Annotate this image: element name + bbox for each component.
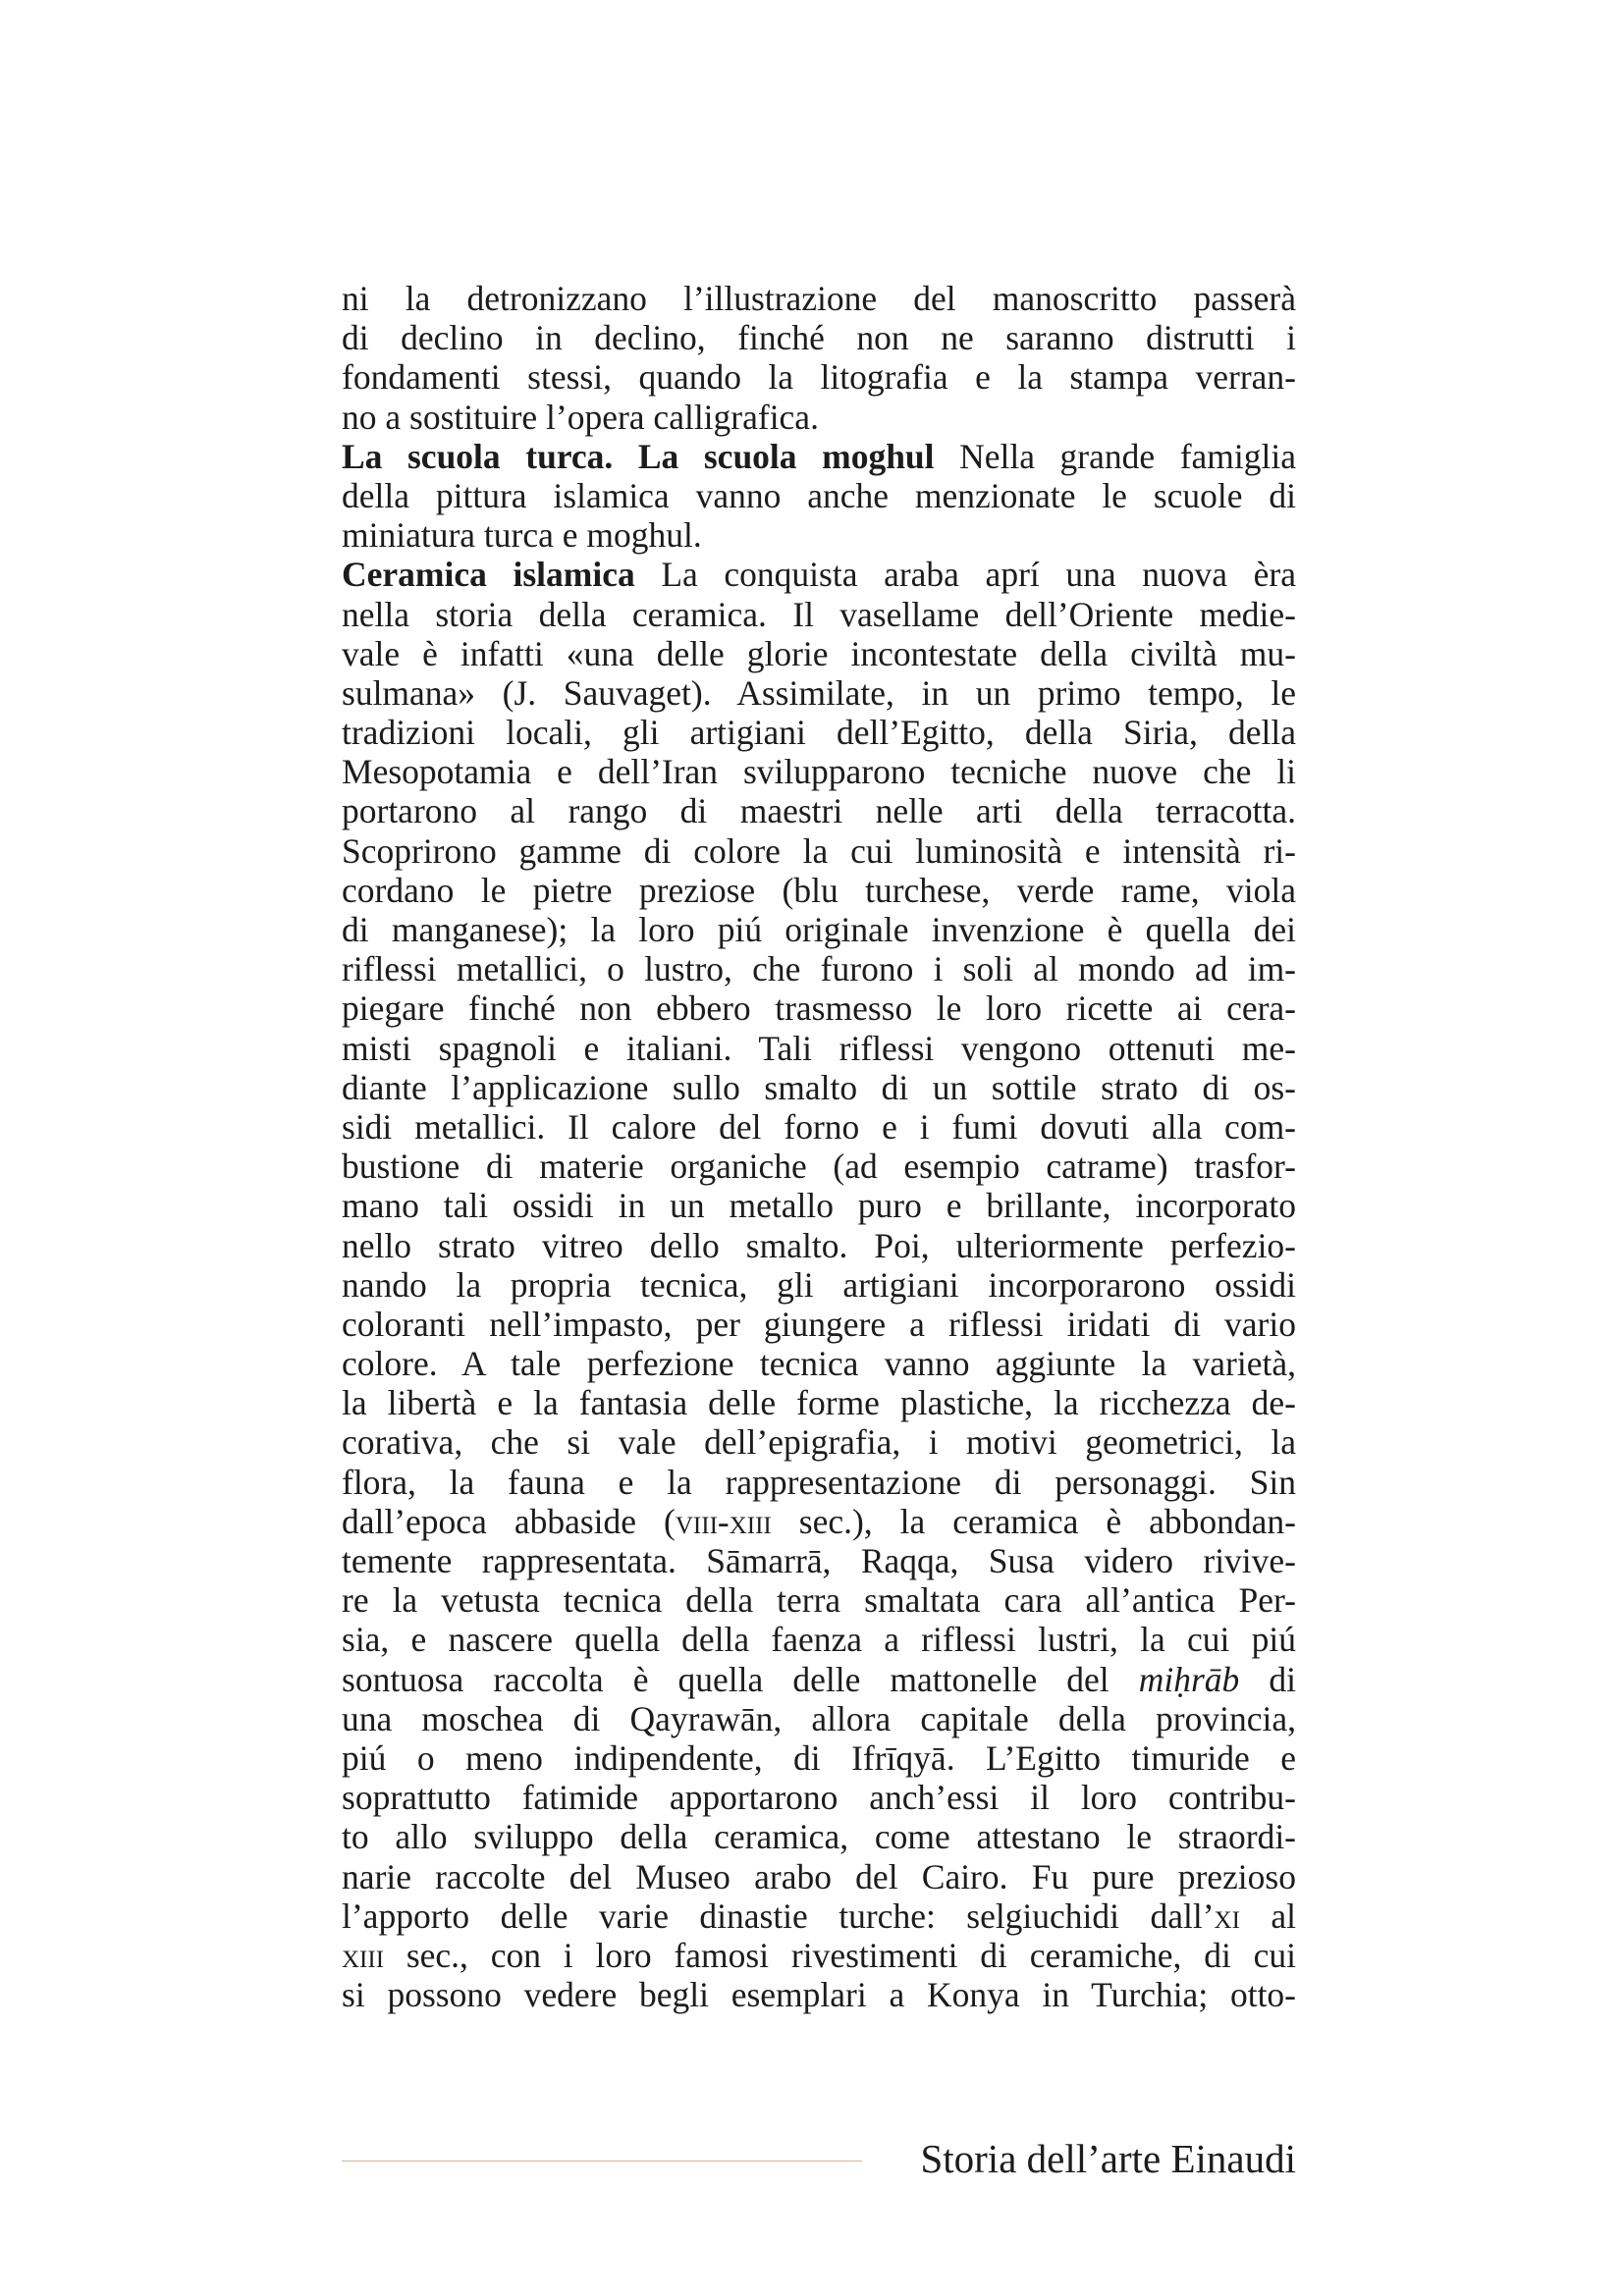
text-run: fondamenti stessi, quando la litografia e la stampa verran- [342, 357, 1296, 398]
text-run: di [1239, 1659, 1296, 1699]
text-run: sec.), la ceramica è abbondan- [771, 1501, 1296, 1541]
text-line [342, 398, 1296, 437]
text-run: al [1239, 1896, 1296, 1936]
text-run: nella storia della ceramica. Il vasellame dell’Oriente medie- [342, 594, 1296, 634]
text-line [342, 1344, 1296, 1383]
text-run: misti spagnoli e italiani. Tali riflessi vengono ottenuti me- [342, 1028, 1296, 1068]
text-run: bustione di materie organiche (ad esempio catrame) trasfor- [342, 1147, 1296, 1187]
text-line [342, 1463, 1296, 1502]
text-line [342, 476, 1296, 515]
roman-numeral: viii-xiii [675, 1501, 772, 1541]
text-run: nando la propria tecnica, gli artigiani incorporarono ossidi [342, 1264, 1296, 1305]
text-line [342, 1699, 1296, 1738]
text-run: cordano le pietre preziose (blu turchese, verde rame, viola [342, 870, 1296, 910]
text-line [342, 634, 1296, 673]
section-heading: La scuola turca. La scuola moghul [342, 436, 935, 476]
text-run: ni la detronizzano l’illustrazione del manoscritto passerà [342, 279, 1296, 318]
text-run: piegare finché non ebbero trasmesso le loro ricette ai cera- [342, 988, 1296, 1029]
text-line [342, 1422, 1296, 1462]
text-run: re la vetusta tecnica della terra smaltata cara all’antica Per- [342, 1580, 1296, 1621]
text-line [342, 791, 1296, 830]
text-line [342, 1541, 1296, 1580]
text-run: nello strato vitreo dello smalto. Poi, ulteriormente perfezio- [342, 1225, 1296, 1265]
text-run: di declino in declino, finché non ne saranno distrutti i [342, 318, 1296, 358]
text-line [342, 1580, 1296, 1620]
text-line [342, 1502, 1296, 1541]
text-run: la libertà e la fantasia delle forme plastiche, la ricchezza de- [342, 1383, 1296, 1423]
text-run: miniatura turca e moghul. [342, 515, 702, 556]
text-run: portarono al rango di maestri nelle arti della terracotta. [342, 791, 1296, 831]
text-line [342, 949, 1296, 988]
text-line [342, 555, 1296, 594]
text-line [342, 1226, 1296, 1265]
text-run: diante l’applicazione sullo smalto di un sottile strato di os- [342, 1067, 1296, 1107]
text-line [342, 713, 1296, 752]
text-run: sulmana» (J. Sauvaget). Assimilate, in un primo tempo, le [342, 672, 1296, 713]
text-line [342, 1778, 1296, 1817]
text-run: to allo sviluppo della ceramica, come attestano le straordi- [342, 1817, 1296, 1857]
text-line [342, 1660, 1296, 1699]
text-line [342, 1817, 1296, 1856]
text-line [342, 1975, 1296, 2014]
text-run: narie raccolte del Museo arabo del Cairo. Fu pure prezioso [342, 1856, 1296, 1896]
text-run: no a sostituire l’opera calligrafica. [342, 397, 819, 437]
text-run: soprattutto fatimide apportarono anch’essi il loro contribu- [342, 1778, 1296, 1818]
text-line [342, 318, 1296, 357]
text-line [342, 831, 1296, 871]
italic-term: miḥrāb [1138, 1659, 1240, 1699]
text-run: Mesopotamia e dell’Iran svilupparono tecniche nuove che li [342, 752, 1296, 792]
text-run: colore. A tale perfezione tecnica vanno aggiunte la varietà, [342, 1344, 1296, 1384]
roman-numeral: xi [1214, 1896, 1240, 1936]
section-heading: Ceramica islamica [342, 555, 635, 595]
body-text [342, 279, 1296, 2014]
text-run: dall’epoca abbaside ( [342, 1501, 676, 1541]
text-run: di manganese); la loro piú originale invenzione è quella dei [342, 910, 1296, 949]
text-run: piú o meno indipendente, di Ifrīqyā. L’Egitto timuride e [342, 1737, 1296, 1778]
text-run: sontuosa raccolta è quella delle mattonelle del [342, 1659, 1139, 1699]
text-line [342, 1147, 1296, 1186]
text-run: si possono vedere begli esemplari a Konya in Turchia; otto- [342, 1975, 1296, 2015]
text-run: temente rappresentata. Sāmarrā, Raqqa, Susa videro rivive- [342, 1541, 1296, 1580]
text-line [342, 752, 1296, 791]
text-line [342, 1068, 1296, 1107]
text-run: corativa, che si vale dell’epigrafia, i motivi geometrici, la [342, 1422, 1296, 1463]
text-line [342, 1107, 1296, 1147]
text-run: mano tali ossidi in un metallo puro e brillante, incorporato [342, 1186, 1296, 1226]
text-line [342, 279, 1296, 318]
text-line [342, 1620, 1296, 1659]
text-run: La conquista araba aprí una nuova èra [634, 555, 1296, 595]
text-line [342, 1186, 1296, 1225]
text-run: Scoprirono gamme di colore la cui luminosità e intensità ri- [342, 830, 1296, 871]
text-line [342, 673, 1296, 713]
text-line [342, 357, 1296, 397]
text-run: tradizioni locali, gli artigiani dell’Egitto, della Siria, della [342, 713, 1296, 753]
text-line [342, 1305, 1296, 1344]
text-run: coloranti nell’impasto, per giungere a riflessi iridati di vario [342, 1304, 1296, 1344]
text-run: una moschea di Qayrawān, allora capitale della provincia, [342, 1698, 1296, 1738]
footer-title: Storia dell’arte Einaudi [920, 2136, 1296, 2181]
text-run: della pittura islamica vanno anche menzionate le scuole di [342, 475, 1296, 515]
text-run: flora, la fauna e la rappresentazione di personaggi. Sin [342, 1462, 1296, 1502]
text-line [342, 515, 1296, 555]
roman-numeral: xiii [342, 1935, 385, 1975]
text-line [342, 1383, 1296, 1422]
text-line [342, 595, 1296, 634]
text-line [342, 1738, 1296, 1778]
text-line [342, 1857, 1296, 1896]
text-run: vale è infatti «una delle glorie incontestate della civiltà mu- [342, 633, 1296, 673]
text-run: riflessi metallici, o lustro, che furono i soli al mondo ad im- [342, 949, 1296, 989]
text-run: l’apporto delle varie dinastie turche: selgiuchidi dall’ [342, 1896, 1215, 1936]
text-run: sec., con i loro famosi rivestimenti di ceramiche, di cui [384, 1935, 1296, 1975]
text-line [342, 437, 1296, 476]
text-line [342, 871, 1296, 910]
text-run: sidi metallici. Il calore del forno e i fumi dovuti alla com- [342, 1106, 1296, 1147]
text-line [342, 1896, 1296, 1936]
text-line [342, 1029, 1296, 1068]
footer-rule [342, 2161, 862, 2162]
text-line [342, 988, 1296, 1028]
text-run: Nella grande famiglia [934, 436, 1297, 476]
text-line [342, 910, 1296, 949]
text-run: sia, e nascere quella della faenza a riflessi lustri, la cui piú [342, 1620, 1296, 1660]
text-line [342, 1936, 1296, 1975]
text-line [342, 1265, 1296, 1305]
